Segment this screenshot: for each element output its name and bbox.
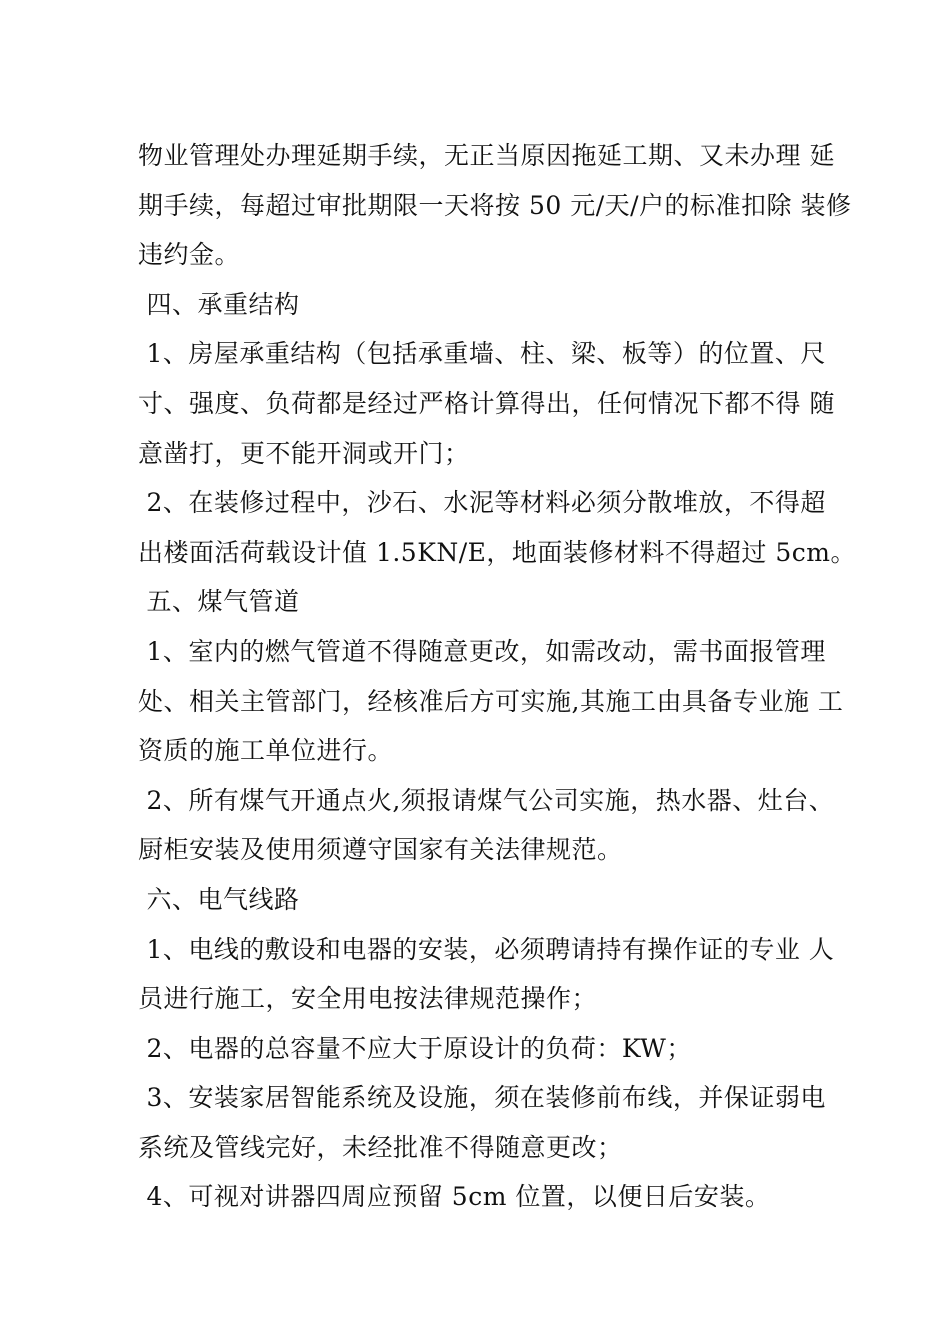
paragraph-renovation-delay bbox=[138, 131, 852, 280]
section-heading-electrical bbox=[138, 875, 838, 925]
text-line: 厨柜安装及使用须遵守国家有关法律规范。 bbox=[138, 835, 623, 865]
paragraph-electrical-4 bbox=[138, 1172, 838, 1222]
paragraph-load-bearing-1 bbox=[138, 329, 838, 478]
text-line: 寸、强度、负荷都是经过严格计算得出，任何情况下都不得 随 bbox=[138, 388, 835, 418]
section-heading-load-bearing bbox=[138, 280, 838, 330]
text-line: 违约金。 bbox=[138, 240, 241, 270]
text-line: 1、房屋承重结构（包括承重墙、柱、梁、板等）的位置、尺 bbox=[138, 339, 826, 369]
document-body bbox=[138, 131, 856, 1222]
paragraph-electrical-3 bbox=[138, 1073, 838, 1172]
paragraph-electrical-1 bbox=[138, 925, 838, 1024]
text-line: 2、所有煤气开通点火,须报请煤气公司实施，热水器、灶台、 bbox=[138, 785, 835, 815]
text-line: 处、相关主管部门，经核准后方可实施,其施工由具备专业施 工 bbox=[138, 686, 844, 716]
text-line: 出楼面活荷载设计值 1.5KN/E，地面装修材料不得超过 5cm。 bbox=[138, 537, 856, 567]
section-heading-gas-pipes bbox=[138, 577, 838, 627]
text-line: 资质的施工单位进行。 bbox=[138, 736, 394, 766]
paragraph-load-bearing-2 bbox=[138, 478, 856, 577]
paragraph-gas-pipes-1 bbox=[138, 627, 844, 776]
text-line: 1、电线的敷设和电器的安装，必须聘请持有操作证的专业 人 bbox=[138, 934, 835, 964]
heading-text: 四、承重结构 bbox=[138, 289, 300, 319]
text-line: 2、电器的总容量不应大于原设计的负荷：KW； bbox=[138, 1033, 692, 1063]
heading-text: 五、煤气管道 bbox=[138, 587, 300, 617]
paragraph-electrical-2 bbox=[138, 1024, 838, 1074]
text-line: 系统及管线完好，未经批准不得随意更改； bbox=[138, 1132, 623, 1162]
text-line: 物业管理处办理延期手续，无正当原因拖延工期、又未办理 延 bbox=[138, 141, 835, 170]
text-line: 期手续，每超过审批期限一天将按 50 元/天/户的标准扣除 装修 bbox=[138, 190, 852, 220]
text-line: 意凿打，更不能开洞或开门； bbox=[138, 438, 470, 468]
text-line: 3、安装家居智能系统及设施，须在装修前布线，并保证弱电 bbox=[138, 1083, 826, 1113]
text-line: 4、可视对讲器四周应预留 5cm 位置，以便日后安装。 bbox=[138, 1182, 771, 1212]
text-line: 员进行施工，安全用电按法律规范操作； bbox=[138, 984, 598, 1014]
heading-text: 六、电气线路 bbox=[138, 884, 300, 914]
text-line: 2、在装修过程中，沙石、水泥等材料必须分散堆放，不得超 bbox=[138, 488, 826, 518]
paragraph-gas-pipes-2 bbox=[138, 776, 838, 875]
text-line: 1、室内的燃气管道不得随意更改，如需改动，需书面报管理 bbox=[138, 636, 826, 666]
